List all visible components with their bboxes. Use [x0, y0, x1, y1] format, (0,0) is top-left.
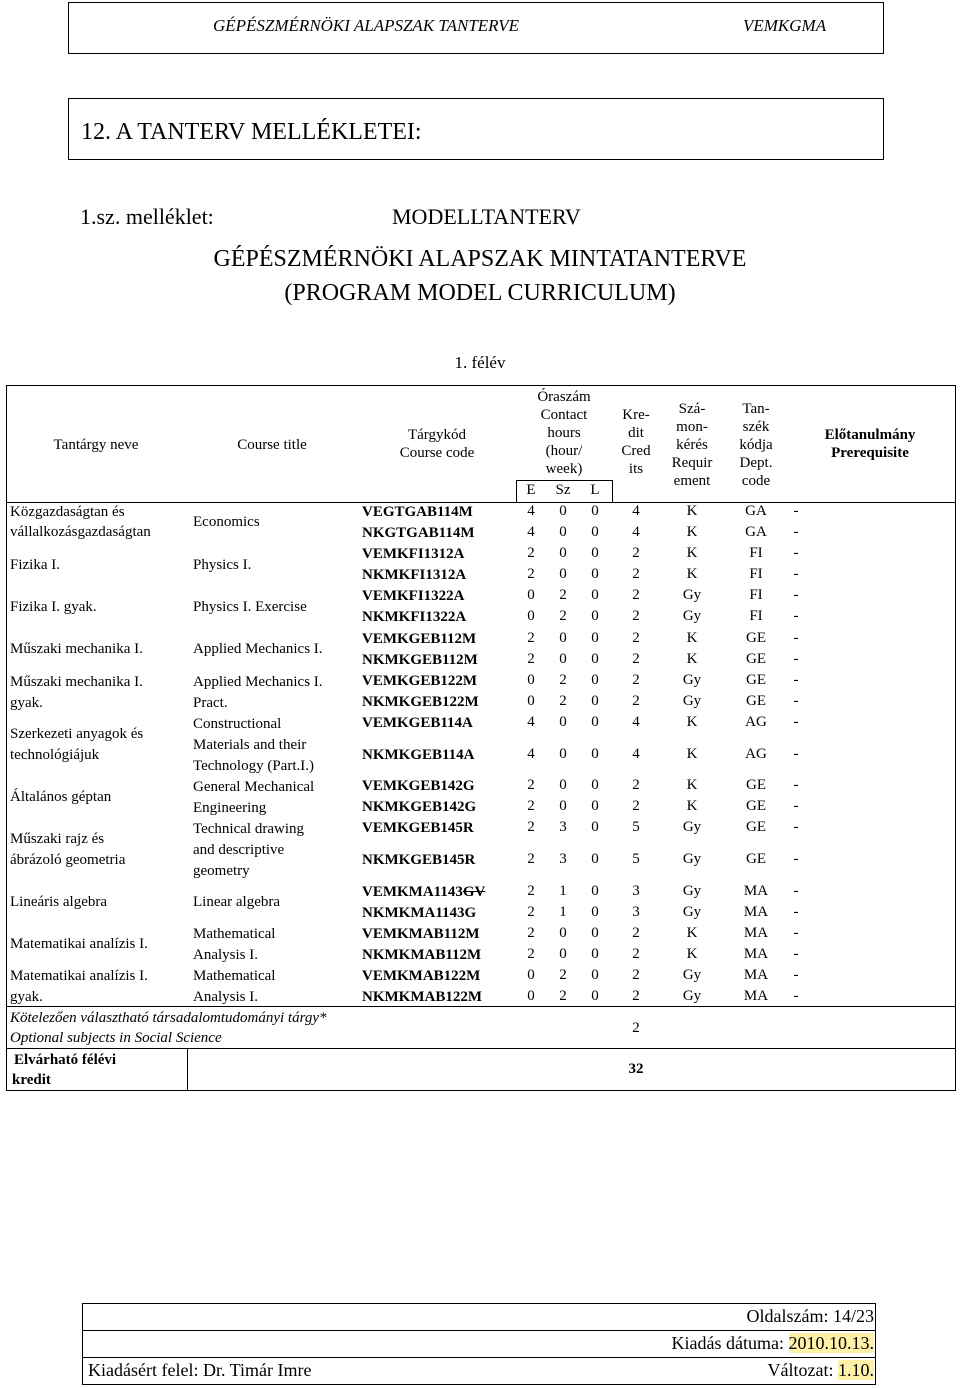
cell-sz: 0 — [559, 566, 567, 582]
cell-req: K — [686, 566, 698, 582]
expected-line2: kredit — [12, 1072, 51, 1088]
course-code: NKMKFI1312A — [362, 567, 467, 583]
cell-e: 4 — [527, 746, 535, 762]
course-title: Analysis I. — [193, 989, 258, 1005]
cell-e: 2 — [527, 925, 535, 941]
cell-sz: 0 — [559, 777, 567, 793]
cell-e: 0 — [527, 967, 535, 983]
cell-dept: FI — [749, 587, 763, 603]
course-code: NKMKMAB122M — [362, 989, 482, 1005]
cell-e: 2 — [527, 566, 535, 582]
optional-line2: Optional subjects in Social Science — [10, 1030, 222, 1046]
cell-prerequisite: - — [793, 566, 799, 582]
expected-line1: Elvárható félévi — [14, 1052, 117, 1068]
footer-version — [768, 1360, 874, 1381]
cell-sz: 2 — [559, 587, 567, 603]
cell-e: 4 — [527, 503, 535, 519]
course-code: VEMKFI1322A — [362, 588, 465, 604]
cell-prerequisite: - — [793, 587, 799, 603]
subject-name: Lineáris algebra — [10, 894, 108, 910]
col-prerequisite — [790, 426, 950, 462]
cell-prerequisite: - — [793, 883, 799, 899]
course-code: NKMKGEB145R — [362, 852, 476, 868]
col-hours — [516, 388, 612, 478]
cell-req: K — [686, 503, 698, 519]
footer-border-bottom — [82, 1384, 876, 1385]
footer-line-1 — [82, 1330, 876, 1331]
cell-cr: 2 — [632, 651, 640, 667]
cell-req: K — [686, 714, 698, 730]
optional-line1: Kötelezően választható társadalomtudományi tárgy* — [10, 1010, 327, 1026]
cell-prerequisite: - — [793, 946, 799, 962]
cell-sz: 1 — [559, 904, 567, 920]
col-sz: Sz — [555, 482, 571, 498]
cell-req: Gy — [682, 851, 702, 867]
cell-req: K — [686, 777, 698, 793]
cell-cr: 2 — [632, 587, 640, 603]
course-title: Technical drawing — [193, 821, 304, 837]
cell-req: Gy — [682, 883, 702, 899]
cell-cr: 2 — [632, 608, 640, 624]
cell-req: Gy — [682, 967, 702, 983]
cell-prerequisite: - — [793, 819, 799, 835]
subject-name: Matematikai analízis I. — [10, 936, 148, 952]
cell-req: Gy — [682, 988, 702, 1004]
cell-l: 0 — [591, 798, 599, 814]
cell-l: 0 — [591, 904, 599, 920]
footer-border-right — [875, 1303, 876, 1385]
subject-name: Műszaki mechanika I. — [10, 641, 143, 657]
cell-l: 0 — [591, 566, 599, 582]
course-title: Constructional — [193, 716, 282, 732]
course-title: Technology (Part.I.) — [193, 758, 314, 774]
subject-name: gyak. — [10, 695, 43, 711]
footer-page-number: Oldalszám: 14/23 — [746, 1306, 874, 1326]
cell-sz: 0 — [559, 651, 567, 667]
cell-l: 0 — [591, 883, 599, 899]
table-border-bottom — [6, 1090, 956, 1091]
course-title: Linear algebra — [193, 894, 281, 910]
cell-dept: MA — [743, 967, 769, 983]
footer-issue-value: 2010.10.13. — [788, 1333, 874, 1353]
cell-l: 0 — [591, 988, 599, 1004]
cell-cr: 4 — [632, 524, 640, 540]
cell-l: 0 — [591, 925, 599, 941]
cell-dept: MA — [743, 946, 769, 962]
col-code-en: Course code — [399, 445, 475, 461]
cell-prerequisite: - — [793, 503, 799, 519]
cell-l: 0 — [591, 651, 599, 667]
expected-credit: 32 — [628, 1061, 644, 1077]
course-code: VEMKMA1143GV — [362, 884, 486, 900]
course-code: NKMKFI1322A — [362, 609, 467, 625]
course-code: NKMKGEB122M — [362, 694, 479, 710]
table-line-optional — [6, 1006, 956, 1007]
course-title: Applied Mechanics I. — [193, 641, 323, 657]
cell-cr: 4 — [632, 714, 640, 730]
cell-prerequisite: - — [793, 925, 799, 941]
course-code: VEMKGEB122M — [362, 673, 477, 689]
col-code-hu: Tárgykód — [407, 427, 467, 443]
course-code: NKMKMAB112M — [362, 947, 482, 963]
course-title: Materials and their — [193, 737, 307, 753]
annex-name: MODELLTANTERV — [392, 204, 581, 229]
cell-sz: 3 — [559, 819, 567, 835]
cell-dept: MA — [743, 904, 769, 920]
cell-req: K — [686, 524, 698, 540]
cell-prerequisite: - — [793, 651, 799, 667]
cell-prerequisite: - — [793, 988, 799, 1004]
cell-prerequisite: - — [793, 967, 799, 983]
cell-e: 0 — [527, 672, 535, 688]
course-title: and descriptive — [193, 842, 285, 858]
course-code: VEMKFI1312A — [362, 546, 465, 562]
subject-name: Műszaki mechanika I. — [10, 674, 143, 690]
cell-e: 2 — [527, 651, 535, 667]
cell-cr: 4 — [632, 746, 640, 762]
course-title: Engineering — [193, 800, 267, 816]
col-prereq-en: Prerequisite — [831, 445, 909, 461]
cell-dept: MA — [743, 988, 769, 1004]
cell-req: Gy — [682, 904, 702, 920]
col-dept-4: Dept. — [739, 455, 773, 471]
cell-l: 0 — [591, 946, 599, 962]
col-e: E — [526, 482, 536, 498]
table-border-left — [6, 385, 7, 1091]
col-req-3: kérés — [676, 437, 708, 453]
cell-req: K — [686, 545, 698, 561]
col-hours-4: (hour/ — [545, 443, 583, 459]
footer-border-left — [82, 1303, 83, 1385]
cell-sz: 0 — [559, 925, 567, 941]
cell-l: 0 — [591, 819, 599, 835]
cell-dept: GE — [746, 851, 766, 867]
table-line-expected — [6, 1048, 956, 1049]
footer-border-top — [82, 1303, 876, 1304]
cell-l: 0 — [591, 630, 599, 646]
cell-e: 4 — [527, 524, 535, 540]
course-code: NKMKMA1143G — [362, 905, 477, 921]
subject-name: gyak. — [10, 989, 43, 1005]
cell-cr: 2 — [632, 946, 640, 962]
cell-dept: AG — [745, 714, 767, 730]
cell-dept: GA — [745, 524, 767, 540]
col-dept — [727, 400, 785, 490]
cell-l: 0 — [591, 608, 599, 624]
cell-e: 2 — [527, 819, 535, 835]
cell-req: Gy — [682, 587, 702, 603]
cell-cr: 2 — [632, 988, 640, 1004]
footer-line-2 — [82, 1357, 876, 1358]
cell-sz: 0 — [559, 746, 567, 762]
cell-e: 0 — [527, 587, 535, 603]
cell-e: 0 — [527, 693, 535, 709]
course-title: Pract. — [193, 695, 228, 711]
cell-sz: 2 — [559, 988, 567, 1004]
course-title: Physics I. Exercise — [193, 599, 307, 615]
cell-l: 0 — [591, 746, 599, 762]
section-title: 12. A TANTERV MELLÉKLETEI: — [81, 119, 422, 145]
cell-sz: 2 — [559, 608, 567, 624]
cell-dept: GE — [746, 819, 766, 835]
cell-cr: 2 — [632, 566, 640, 582]
course-code: NKMKGEB142G — [362, 799, 477, 815]
col-course-title: Course title — [237, 437, 307, 453]
cell-sz: 0 — [559, 946, 567, 962]
header-bottom-line — [6, 502, 956, 503]
course-title: Economics — [193, 514, 260, 530]
cell-l: 0 — [591, 587, 599, 603]
cell-sz: 1 — [559, 883, 567, 899]
subject-name: Fizika I. — [10, 557, 60, 573]
col-requirement — [660, 400, 724, 490]
col-hours-2: Contact — [540, 407, 588, 423]
cell-prerequisite: - — [793, 608, 799, 624]
cell-req: Gy — [682, 608, 702, 624]
cell-cr: 2 — [632, 925, 640, 941]
course-code: NKGTGAB114M — [362, 525, 475, 541]
cell-prerequisite: - — [793, 630, 799, 646]
cell-req: K — [686, 746, 698, 762]
cell-cr: 3 — [632, 904, 640, 920]
cell-sz: 0 — [559, 545, 567, 561]
cell-e: 4 — [527, 714, 535, 730]
cell-req: K — [686, 925, 698, 941]
cell-prerequisite: - — [793, 714, 799, 730]
cell-l: 0 — [591, 545, 599, 561]
cell-l: 0 — [591, 524, 599, 540]
col-dept-2: szék — [742, 419, 770, 435]
cell-cr: 4 — [632, 503, 640, 519]
course-title: General Mechanical — [193, 779, 315, 795]
col-credit — [616, 406, 656, 478]
cell-req: Gy — [682, 693, 702, 709]
cell-dept: MA — [743, 925, 769, 941]
subject-name: Fizika I. gyak. — [10, 599, 97, 615]
course-code: NKMKGEB112M — [362, 652, 478, 668]
cell-e: 2 — [527, 883, 535, 899]
subject-name: Műszaki rajz és — [10, 831, 105, 847]
cell-l: 0 — [591, 714, 599, 730]
course-title: Physics I. — [193, 557, 252, 573]
cell-sz: 3 — [559, 851, 567, 867]
main-title-line1: GÉPÉSZMÉRNÖKI ALAPSZAK MINTATANTERVE — [213, 246, 747, 272]
footer-version-value: 1.10. — [838, 1360, 874, 1380]
cell-dept: MA — [743, 883, 769, 899]
annex-label: 1.sz. melléklet: — [80, 204, 214, 229]
cell-cr: 2 — [632, 630, 640, 646]
cell-req: K — [686, 798, 698, 814]
table-border-right — [955, 385, 956, 1091]
footer-issue-date — [672, 1333, 874, 1354]
col-credit-2: dit — [628, 425, 644, 441]
col-prereq-hu: Előtanulmány — [824, 427, 916, 443]
hours-subheader-top — [516, 480, 613, 481]
col-req-4: Requir — [671, 455, 713, 471]
cell-cr: 5 — [632, 851, 640, 867]
cell-cr: 5 — [632, 819, 640, 835]
cell-prerequisite: - — [793, 672, 799, 688]
table-border-top — [6, 385, 956, 386]
cell-dept: GE — [746, 672, 766, 688]
cell-prerequisite: - — [793, 746, 799, 762]
col-hours-1: Óraszám — [537, 389, 591, 405]
course-code: VEMKGEB142G — [362, 778, 475, 794]
cell-l: 0 — [591, 777, 599, 793]
col-credit-4: its — [628, 461, 644, 477]
cell-dept: GE — [746, 693, 766, 709]
footer-responsible: Kiadásért felel: Dr. Timár Imre — [88, 1360, 312, 1380]
cell-cr: 3 — [632, 883, 640, 899]
course-code: VEMKGEB114A — [362, 715, 473, 731]
cell-sz: 0 — [559, 798, 567, 814]
cell-e: 0 — [527, 988, 535, 1004]
course-title: Mathematical — [193, 968, 276, 984]
cell-e: 0 — [527, 608, 535, 624]
cell-prerequisite: - — [793, 777, 799, 793]
col-credit-3: Cred — [621, 443, 651, 459]
cell-e: 2 — [527, 904, 535, 920]
cell-e: 2 — [527, 545, 535, 561]
col-req-1: Szá- — [678, 401, 706, 417]
subject-name: technológiájuk — [10, 747, 100, 763]
cell-e: 2 — [527, 798, 535, 814]
semester-label: 1. félév — [454, 353, 506, 372]
footer-issue-label: Kiadás dátuma: — [671, 1333, 789, 1353]
table-line-expected-divider — [187, 1048, 188, 1090]
cell-prerequisite: - — [793, 524, 799, 540]
cell-prerequisite: - — [793, 545, 799, 561]
cell-sz: 0 — [559, 630, 567, 646]
subject-name: Matematikai analízis I. — [10, 968, 148, 984]
cell-e: 2 — [527, 777, 535, 793]
cell-req: K — [686, 651, 698, 667]
course-title: Applied Mechanics I. — [193, 674, 323, 690]
cell-prerequisite: - — [793, 851, 799, 867]
cell-cr: 2 — [632, 798, 640, 814]
cell-prerequisite: - — [793, 693, 799, 709]
course-code: NKMKGEB114A — [362, 747, 475, 763]
col-dept-1: Tan- — [742, 401, 770, 417]
subject-name: ábrázoló geometria — [10, 852, 126, 868]
col-dept-5: code — [741, 473, 771, 489]
cell-dept: GE — [746, 798, 766, 814]
course-code: VEMKGEB145R — [362, 820, 474, 836]
hours-subheader-left — [516, 480, 517, 502]
cell-prerequisite: - — [793, 798, 799, 814]
cell-req: K — [686, 630, 698, 646]
cell-req: Gy — [682, 819, 702, 835]
cell-cr: 2 — [632, 693, 640, 709]
cell-prerequisite: - — [793, 904, 799, 920]
course-code: VEMKMAB112M — [362, 926, 480, 942]
cell-l: 0 — [591, 967, 599, 983]
cell-sz: 0 — [559, 503, 567, 519]
course-code: VEGTGAB114M — [362, 504, 473, 520]
cell-req: Gy — [682, 672, 702, 688]
cell-dept: FI — [749, 566, 763, 582]
col-req-2: mon- — [676, 419, 708, 435]
cell-sz: 0 — [559, 714, 567, 730]
col-hours-5: week) — [545, 461, 583, 477]
course-title: geometry — [193, 863, 250, 879]
course-code: VEMKMAB122M — [362, 968, 481, 984]
subject-name: Közgazdaságtan és — [10, 504, 125, 520]
cell-e: 2 — [527, 946, 535, 962]
col-l: L — [590, 482, 600, 498]
header-code: VEMKGMA — [743, 16, 827, 35]
cell-dept: GE — [746, 651, 766, 667]
col-hours-3: hours — [547, 425, 581, 441]
cell-sz: 2 — [559, 693, 567, 709]
cell-cr: 2 — [632, 545, 640, 561]
cell-l: 0 — [591, 693, 599, 709]
footer-version-label: Változat: — [767, 1360, 838, 1380]
col-dept-3: kódja — [739, 437, 773, 453]
col-credit-1: Kre- — [622, 407, 650, 423]
course-code: VEMKGEB112M — [362, 631, 477, 647]
cell-cr: 2 — [632, 777, 640, 793]
subject-name: vállalkozásgazdaságtan — [10, 524, 151, 540]
cell-dept: FI — [749, 608, 763, 624]
subject-name: Szerkezeti anyagok és — [10, 726, 144, 742]
cell-dept: GE — [746, 777, 766, 793]
section-title-box — [68, 98, 884, 160]
cell-l: 0 — [591, 672, 599, 688]
col-code — [357, 426, 517, 462]
subject-name: Általános géptan — [10, 789, 112, 805]
col-req-5: ement — [673, 473, 711, 489]
cell-sz: 0 — [559, 524, 567, 540]
cell-dept: GA — [745, 503, 767, 519]
course-title: Analysis I. — [193, 947, 258, 963]
cell-sz: 2 — [559, 672, 567, 688]
main-title-line2: (PROGRAM MODEL CURRICULUM) — [284, 280, 676, 306]
cell-sz: 2 — [559, 967, 567, 983]
optional-credit: 2 — [632, 1020, 640, 1036]
cell-dept: AG — [745, 746, 767, 762]
course-title: Mathematical — [193, 926, 276, 942]
cell-cr: 2 — [632, 967, 640, 983]
header-title: GÉPÉSZMÉRNÖKI ALAPSZAK TANTERVE — [213, 16, 520, 35]
hours-subheader-right — [612, 480, 613, 502]
cell-req: K — [686, 946, 698, 962]
cell-l: 0 — [591, 851, 599, 867]
cell-l: 0 — [591, 503, 599, 519]
cell-e: 2 — [527, 851, 535, 867]
cell-cr: 2 — [632, 672, 640, 688]
cell-e: 2 — [527, 630, 535, 646]
cell-dept: GE — [746, 630, 766, 646]
col-subject: Tantárgy neve — [53, 437, 139, 453]
cell-dept: FI — [749, 545, 763, 561]
